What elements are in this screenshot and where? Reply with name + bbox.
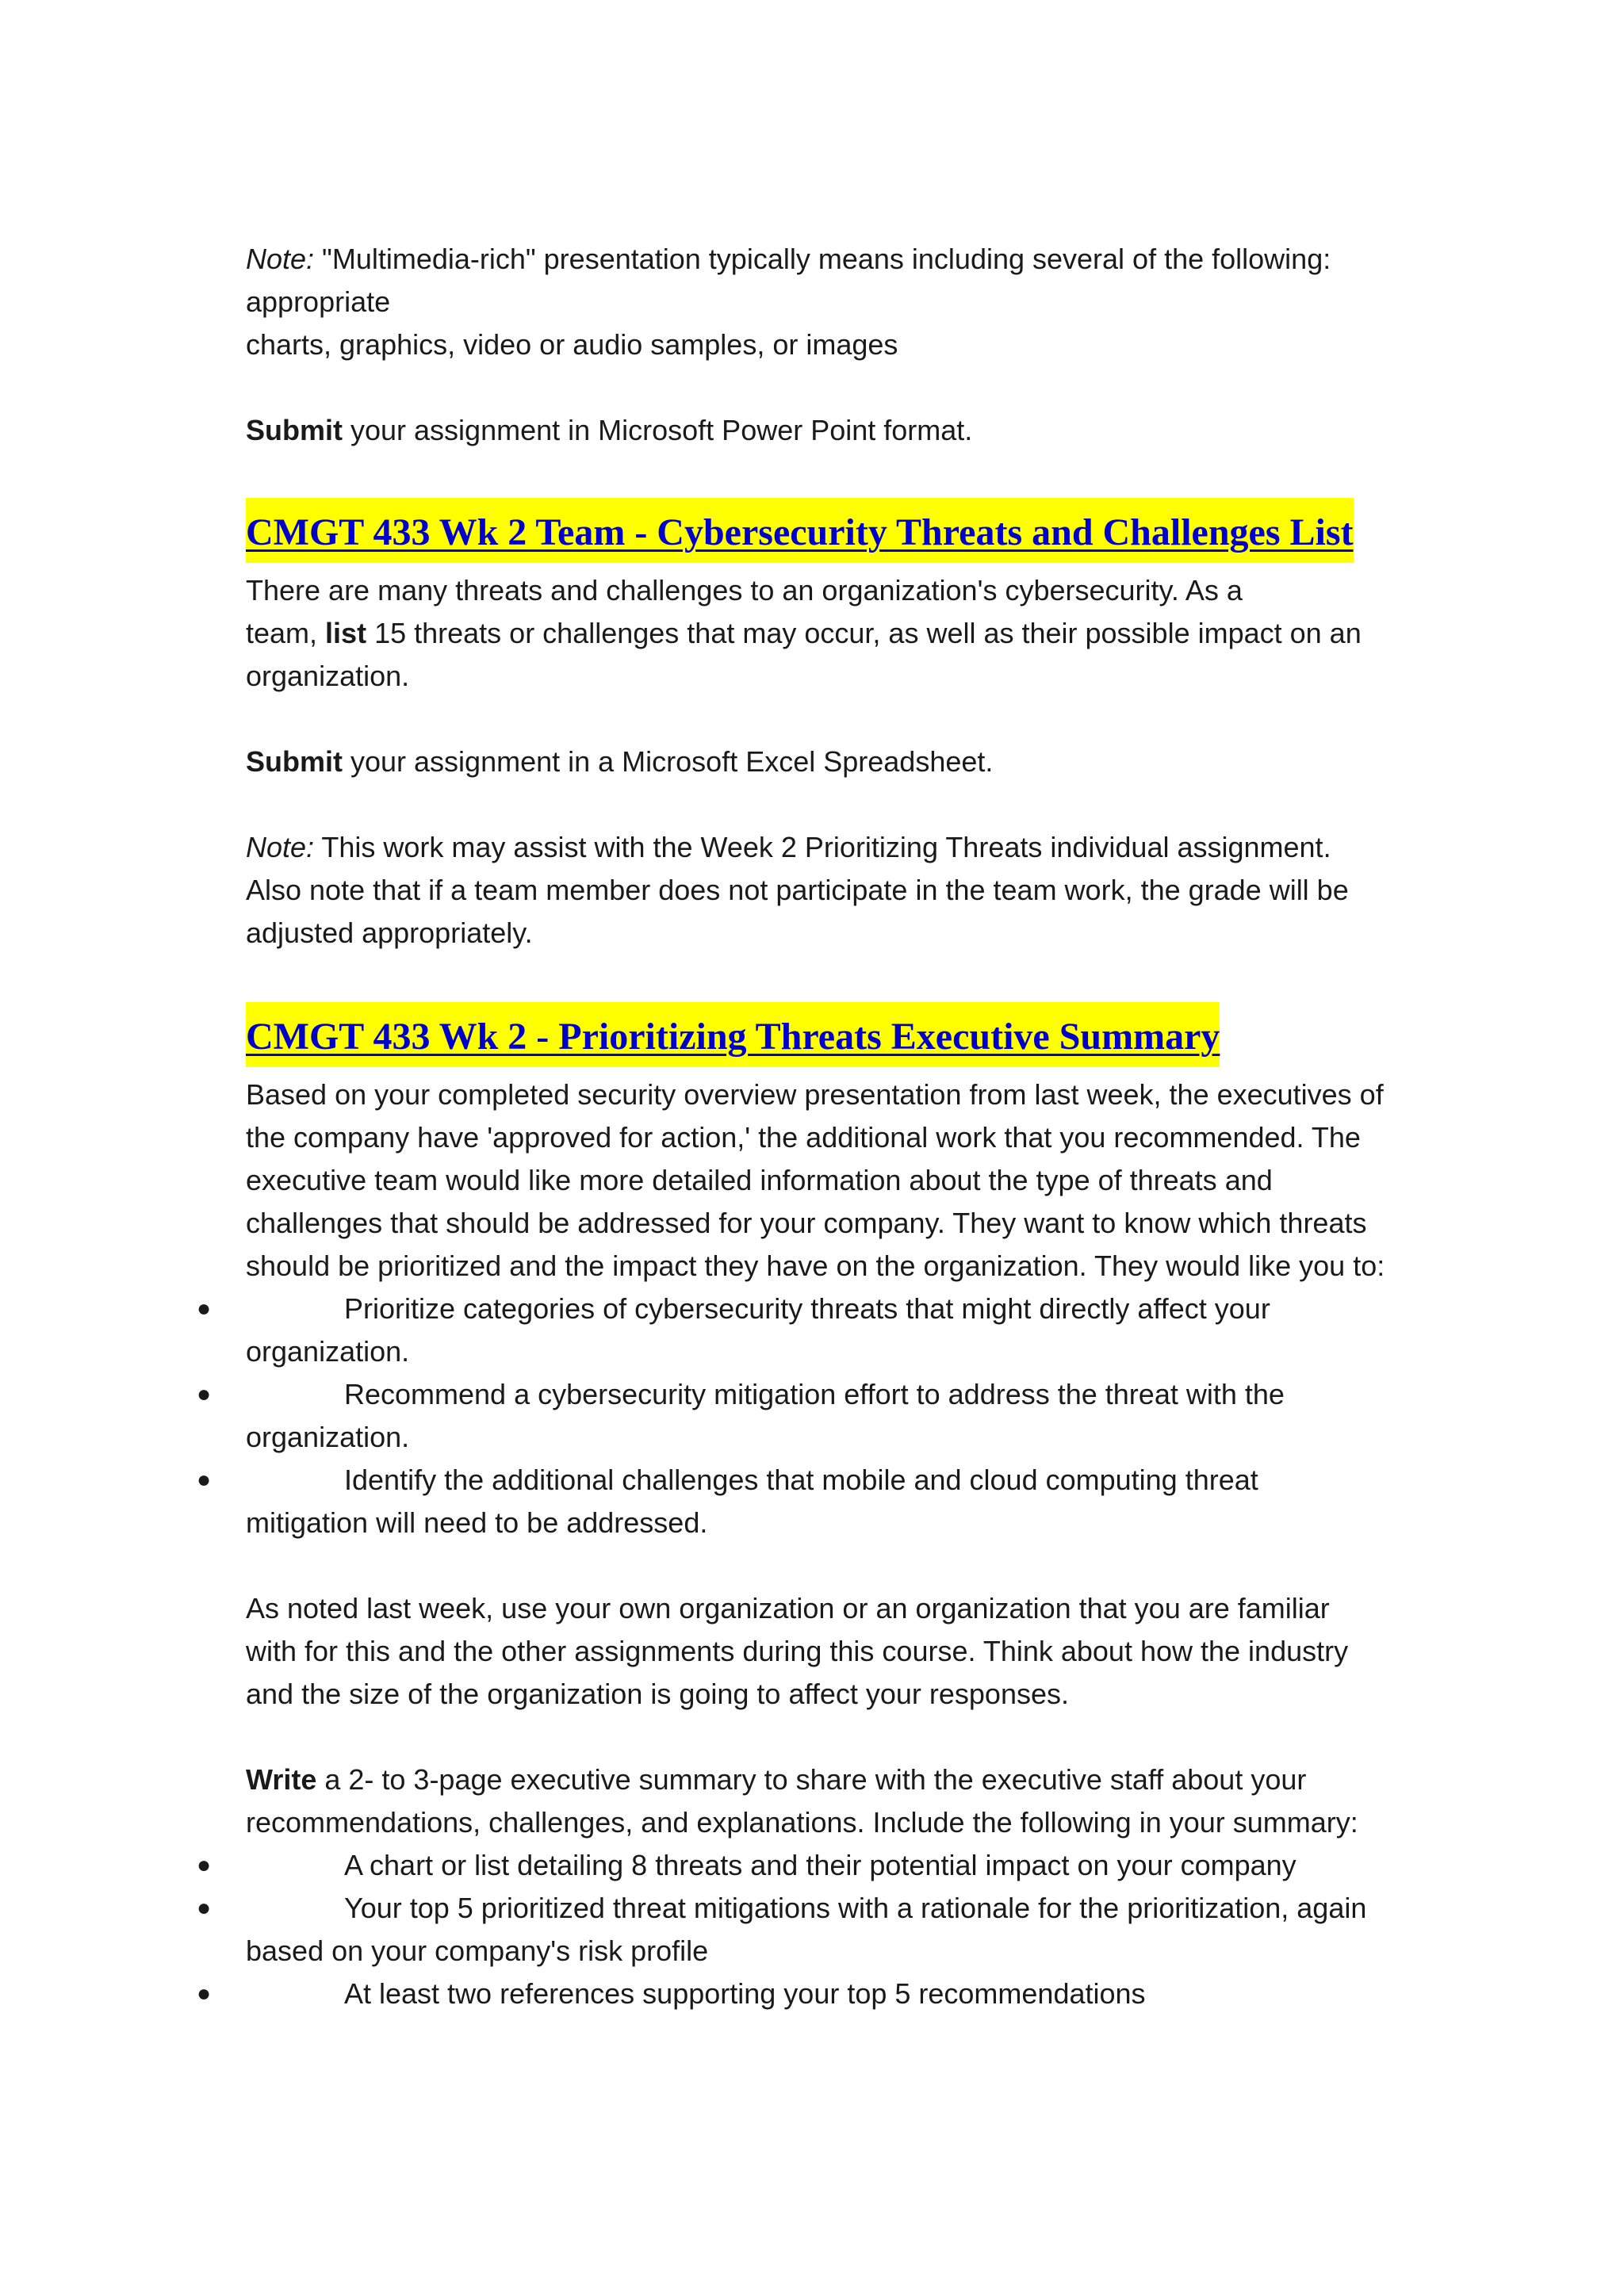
note-label: Note: xyxy=(246,243,315,275)
s1-para-line-2 xyxy=(246,612,1396,655)
bullet-continuation: based on your company's risk profile xyxy=(246,1934,709,1967)
document-page xyxy=(197,238,1396,2015)
bullet-icon: ● xyxy=(197,1467,212,1493)
s1-submit-line xyxy=(246,740,1396,783)
bullet-text: Identify the additional challenges that mobile and cloud computing threat xyxy=(344,1464,1258,1496)
s2-para2-line: As noted last week, use your own organization or an organization that you are familiar xyxy=(246,1592,1330,1624)
list-item xyxy=(197,1887,1396,1930)
list-item xyxy=(197,1373,1396,1416)
bullet-icon: ● xyxy=(197,1381,212,1407)
bullet-text: Prioritize categories of cybersecurity threats that might directly affect your xyxy=(344,1292,1270,1325)
s1-note-line-2: Also note that if a team member does not participate in the team work, the grade will be xyxy=(246,874,1349,906)
s2-para1-line: challenges that should be addressed for your company. They want to know which threats xyxy=(246,1207,1367,1239)
s2-para2-line: and the size of the organization is going to affect your responses. xyxy=(246,1678,1069,1710)
bullet-continuation: mitigation will need to be addressed. xyxy=(246,1506,708,1539)
section-heading-team-threats-list[interactable]: CMGT 433 Wk 2 Team - Cybersecurity Threats and Challenges List xyxy=(246,498,1354,563)
list-label: list xyxy=(325,617,367,649)
list-item xyxy=(197,1288,1396,1330)
s1-note-line-1 xyxy=(246,826,1396,869)
intro-note-line-3: charts, graphics, video or audio samples, or images xyxy=(246,328,898,361)
s2-para1-line: executive team would like more detailed information about the type of threats and xyxy=(246,1164,1273,1196)
s2-para1-line: should be prioritized and the impact they have on the organization. They would like you to: xyxy=(246,1249,1385,1282)
bullet-continuation: organization. xyxy=(246,1335,410,1368)
bullet-icon: ● xyxy=(197,1852,212,1878)
bullet-text: A chart or list detailing 8 threats and their potential impact on your company xyxy=(344,1849,1297,1881)
submit-label: Submit xyxy=(246,745,343,778)
bullet-icon: ● xyxy=(197,1980,212,2007)
intro-note-line xyxy=(246,238,1396,281)
bullet-text: At least two references supporting your top 5 recommendations xyxy=(344,1977,1146,2010)
s1-text: 15 threats or challenges that may occur, as well as their possible impact on an xyxy=(366,617,1362,649)
s1-para-line-1: There are many threats and challenges to an organization's cybersecurity. As a xyxy=(246,574,1243,607)
bullet-text: Your top 5 prioritized threat mitigations with a rationale for the prioritization, again xyxy=(344,1892,1367,1924)
s1-text: team, xyxy=(246,617,326,649)
note-text: "Multimedia-rich" presentation typically means including several of the following: xyxy=(314,243,1331,275)
s2-write-line-1 xyxy=(246,1758,1396,1801)
bullet-text: Recommend a cybersecurity mitigation effort to address the threat with the xyxy=(344,1378,1285,1410)
s2-write-line-2: recommendations, challenges, and explanations. Include the following in your summary: xyxy=(246,1806,1358,1839)
note-text: This work may assist with the Week 2 Prioritizing Threats individual assignment. xyxy=(314,831,1331,863)
bullet-icon: ● xyxy=(197,1895,212,1921)
s2-para1-line: Based on your completed security overview presentation from last week, the executives of xyxy=(246,1078,1384,1111)
s2-para2-line: with for this and the other assignments during this course. Think about how the industry xyxy=(246,1635,1349,1667)
bullet-continuation: organization. xyxy=(246,1421,410,1453)
s2-para1-line: the company have 'approved for action,' the additional work that you recommended. The xyxy=(246,1121,1361,1154)
note-label: Note: xyxy=(246,831,315,863)
bullet-icon: ● xyxy=(197,1295,212,1322)
submit-text: your assignment in Microsoft Power Point format. xyxy=(343,414,973,446)
write-text: a 2- to 3-page executive summary to share with the executive staff about your xyxy=(316,1763,1307,1796)
list-item xyxy=(197,1844,1396,1887)
intro-note-line-2: appropriate xyxy=(246,285,391,318)
section-heading-executive-summary[interactable]: CMGT 433 Wk 2 - Prioritizing Threats Executive Summary xyxy=(246,1002,1220,1067)
s1-para-line-3: organization. xyxy=(246,660,410,692)
intro-submit-line xyxy=(246,409,1396,452)
submit-text: your assignment in a Microsoft Excel Spreadsheet. xyxy=(343,745,994,778)
s1-note-line-3: adjusted appropriately. xyxy=(246,916,533,949)
list-item xyxy=(197,1459,1396,1502)
list-item xyxy=(197,1973,1396,2015)
submit-label: Submit xyxy=(246,414,343,446)
write-label: Write xyxy=(246,1763,317,1796)
